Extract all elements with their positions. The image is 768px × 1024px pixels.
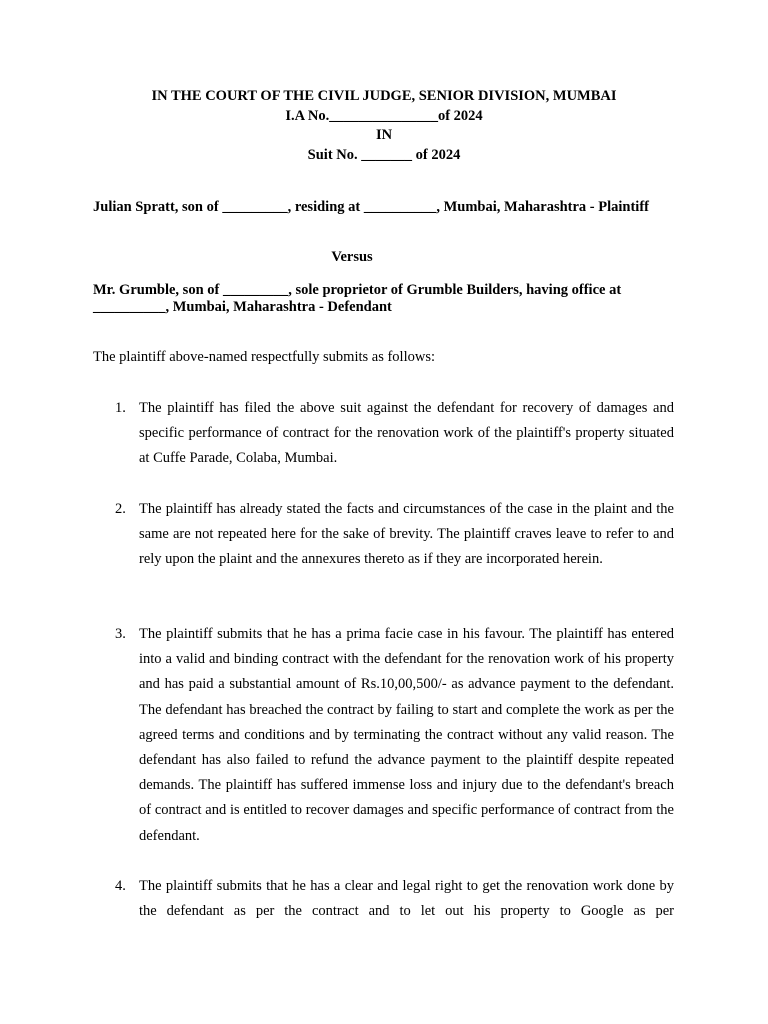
paragraph-number: 2. xyxy=(115,501,126,517)
paragraph-text: The plaintiff has filed the above suit against the defendant for recovery of damages and specific performance of contract for the renovation work of the plaintiff's property situated at Cuffe Parade, Colaba, Mumbai. xyxy=(139,400,674,467)
versus-label: Versus xyxy=(331,249,373,265)
numbered-paragraph xyxy=(93,497,674,573)
defendant-line: Mr. Grumble, son of _________, sole proprietor of Grumble Builders, having office at __________, Mumbai, Maharashtra - Defendant xyxy=(93,282,622,315)
paragraph-number: 4. xyxy=(115,878,126,894)
paragraph-number: 1. xyxy=(115,400,126,416)
paragraph-text: The plaintiff submits that he has a prima facie case in his favour. The plaintiff has entered into a valid and binding contract with the defendant for the renovation work of his property and has paid a substantial amount of Rs.10,00,500/- as advance payment to the defendant. The defendant has breached the contract by failing to start and complete the work as per the agreed terms and conditions and by terminating the contract without any valid reason. The defendant has also failed to refund the advance payment to the plaintiff despite repeated demands. The plaintiff has suffered immense loss and injury due to the defendant's breach of contract and is entitled to recover damages and specific performance of contract from the defendant. xyxy=(139,626,674,844)
numbered-paragraph xyxy=(93,396,674,472)
intro-text: The plaintiff above-named respectfully submits as follows: xyxy=(93,349,436,365)
court-title: IN THE COURT OF THE CIVIL JUDGE, SENIOR DIVISION, MUMBAI xyxy=(151,88,617,104)
paragraph-number: 3. xyxy=(115,626,126,642)
in-label: IN xyxy=(375,127,393,143)
case-heading xyxy=(0,87,768,165)
paragraph-text: The plaintiff submits that he has a clear and legal right to get the renovation work done by the defendant as per the contract and to let out his property to Google as per xyxy=(139,878,674,920)
ia-number: I.A No._______________of 2024 xyxy=(285,107,483,124)
numbered-paragraph xyxy=(93,622,674,849)
numbered-paragraph xyxy=(93,874,674,924)
plaintiff-line: Julian Spratt, son of _________, residing at __________, Mumbai, Maharashtra - Plaintiff xyxy=(93,199,649,215)
paragraph-text: The plaintiff has already stated the facts and circumstances of the case in the plaint and the same are not repeated here for the sake of brevity. The plaintiff craves leave to refer to and rely upon the plaint and the annexures thereto as if they are incorporated herein. xyxy=(139,501,674,568)
suit-number: Suit No. _______ of 2024 xyxy=(307,146,461,163)
